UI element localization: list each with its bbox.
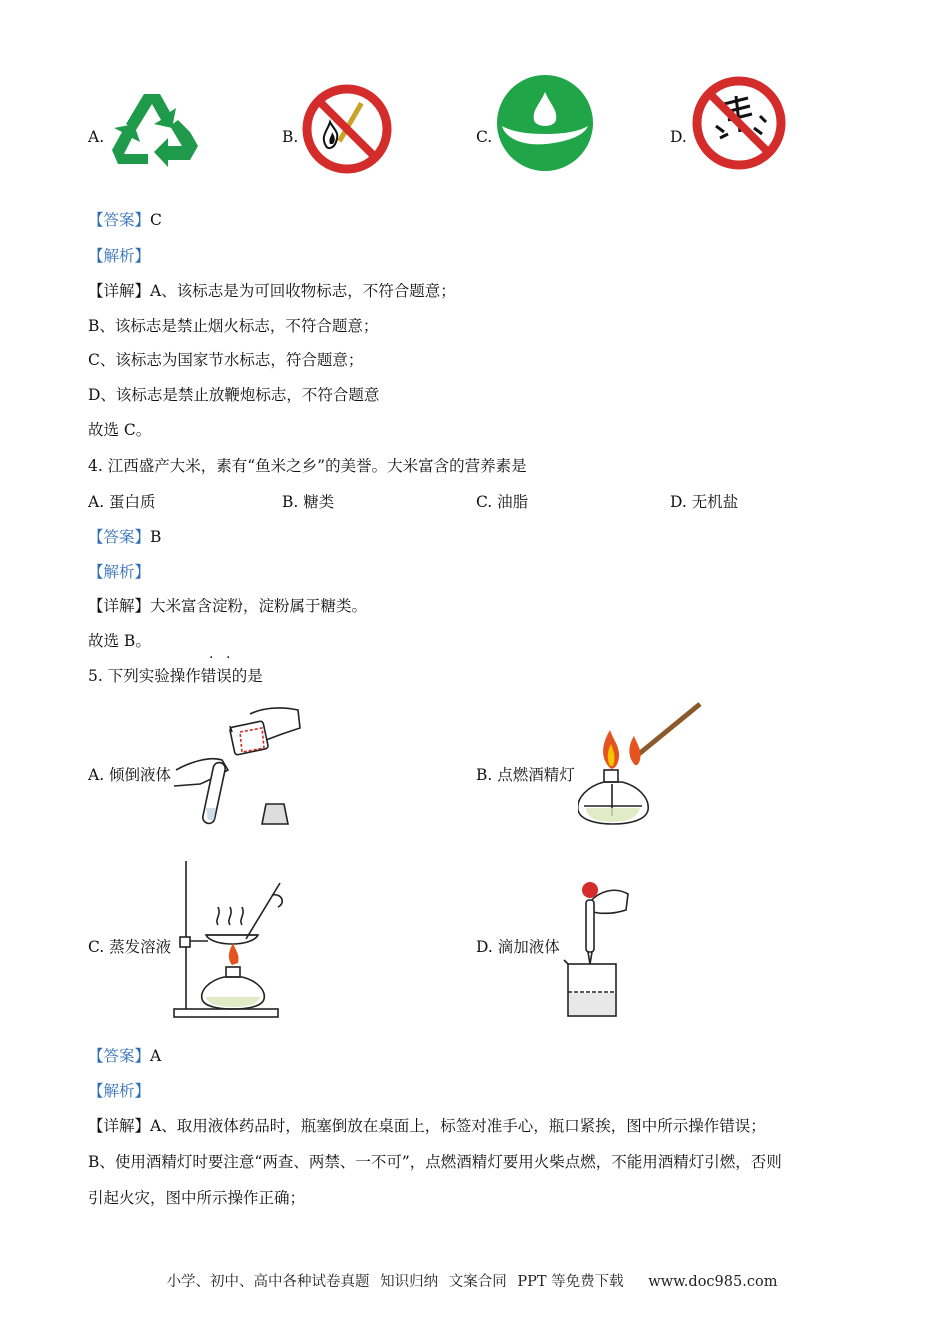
footer-item: 知识归纳 (380, 1274, 439, 1290)
q4-option-b: B. 糖类 (282, 493, 335, 511)
light-alcohol-lamp-illustration (578, 698, 708, 828)
answer-value: B (150, 528, 162, 546)
no-fire-icon (300, 82, 394, 176)
q3-option-a-label: A. (88, 128, 105, 146)
answer-tag: 【答案】 (88, 1047, 151, 1065)
q5-stem: 5. 下列实验操作错误的是 (88, 667, 263, 685)
q5-analysis-tag: 【解析】 (88, 1082, 151, 1100)
q5-option-b-label: B. 点燃酒精灯 (476, 766, 575, 784)
q3-detail-d: D、该标志是禁止放鞭炮标志，不符合题意 (88, 386, 380, 404)
q4-conclusion: 故选 B。 (88, 632, 151, 650)
detail-tag: 【详解】 (88, 597, 151, 615)
water-saving-icon (496, 74, 594, 172)
answer-tag: 【答案】 (88, 528, 151, 546)
q5-detail-b-cont: 引起火灾，图中所示操作正确； (88, 1189, 306, 1207)
q3-detail-b: B、该标志是禁止烟火标志，不符合题意； (88, 317, 379, 335)
no-firecrackers-icon (690, 74, 788, 172)
q4-option-d: D. 无机盐 (670, 493, 739, 511)
emphasis-dot: · (209, 650, 214, 666)
q3-option-b-label: B. (282, 128, 299, 146)
q3-option-c-label: C. (476, 128, 493, 146)
footer-item: 文案合同 (448, 1274, 507, 1290)
q4-stem: 4. 江西盛产大米，素有“鱼米之乡”的美誉。大米富含的营养素是 (88, 457, 527, 475)
q3-option-d-label: D. (670, 128, 687, 146)
footer-link[interactable]: www.doc985.com (648, 1274, 778, 1290)
answer-tag: 【答案】 (88, 211, 151, 229)
q5-detail-b: B、使用酒精灯时要注意“两查、两禁、一不可”，点燃酒精灯要用火柴点燃，不能用酒精灯引燃，否则 (88, 1153, 782, 1171)
answer-value: A (150, 1047, 162, 1065)
q5-answer (88, 1046, 161, 1066)
footer-item: PPT 等免费下载 (517, 1274, 624, 1290)
detail-tag: 【详解】 (88, 1117, 151, 1135)
detail-text: A、取用液体药品时，瓶塞倒放在桌面上，标签对准手心，瓶口紧挨，图中所示操作错误； (150, 1117, 766, 1135)
q3-conclusion: 故选 C。 (88, 421, 152, 439)
recycle-icon (104, 88, 200, 172)
evaporate-solution-illustration (172, 855, 287, 1023)
q3-answer (88, 210, 162, 230)
q3-analysis-tag: 【解析】 (88, 247, 151, 265)
q4-answer (88, 527, 161, 547)
q5-option-a-label: A. 倾倒液体 (88, 766, 172, 784)
pour-liquid-illustration (170, 700, 305, 830)
detail-text: A、该标志是为可回收物标志，不符合题意； (150, 282, 456, 300)
q4-option-c: C. 油脂 (476, 493, 529, 511)
q4-detail (88, 596, 367, 616)
emphasis-dot: · (226, 650, 231, 666)
detail-tag: 【详解】 (88, 282, 151, 300)
q5-option-c-label: C. 蒸发溶液 (88, 938, 172, 956)
answer-value: C (150, 211, 162, 229)
q5-option-d-label: D. 滴加液体 (476, 938, 560, 956)
q4-option-a: A. 蛋白质 (88, 493, 156, 511)
q5-detail-a (88, 1116, 766, 1136)
page-footer (0, 1270, 950, 1291)
footer-item: 小学、初中、高中各种试卷真题 (166, 1274, 370, 1290)
detail-text: 大米富含淀粉，淀粉属于糖类。 (150, 597, 368, 615)
q4-analysis-tag: 【解析】 (88, 563, 151, 581)
q3-detail-c: C、该标志为国家节水标志，符合题意； (88, 351, 364, 369)
add-dropwise-illustration (562, 872, 634, 1022)
q3-detail-a (88, 281, 456, 301)
